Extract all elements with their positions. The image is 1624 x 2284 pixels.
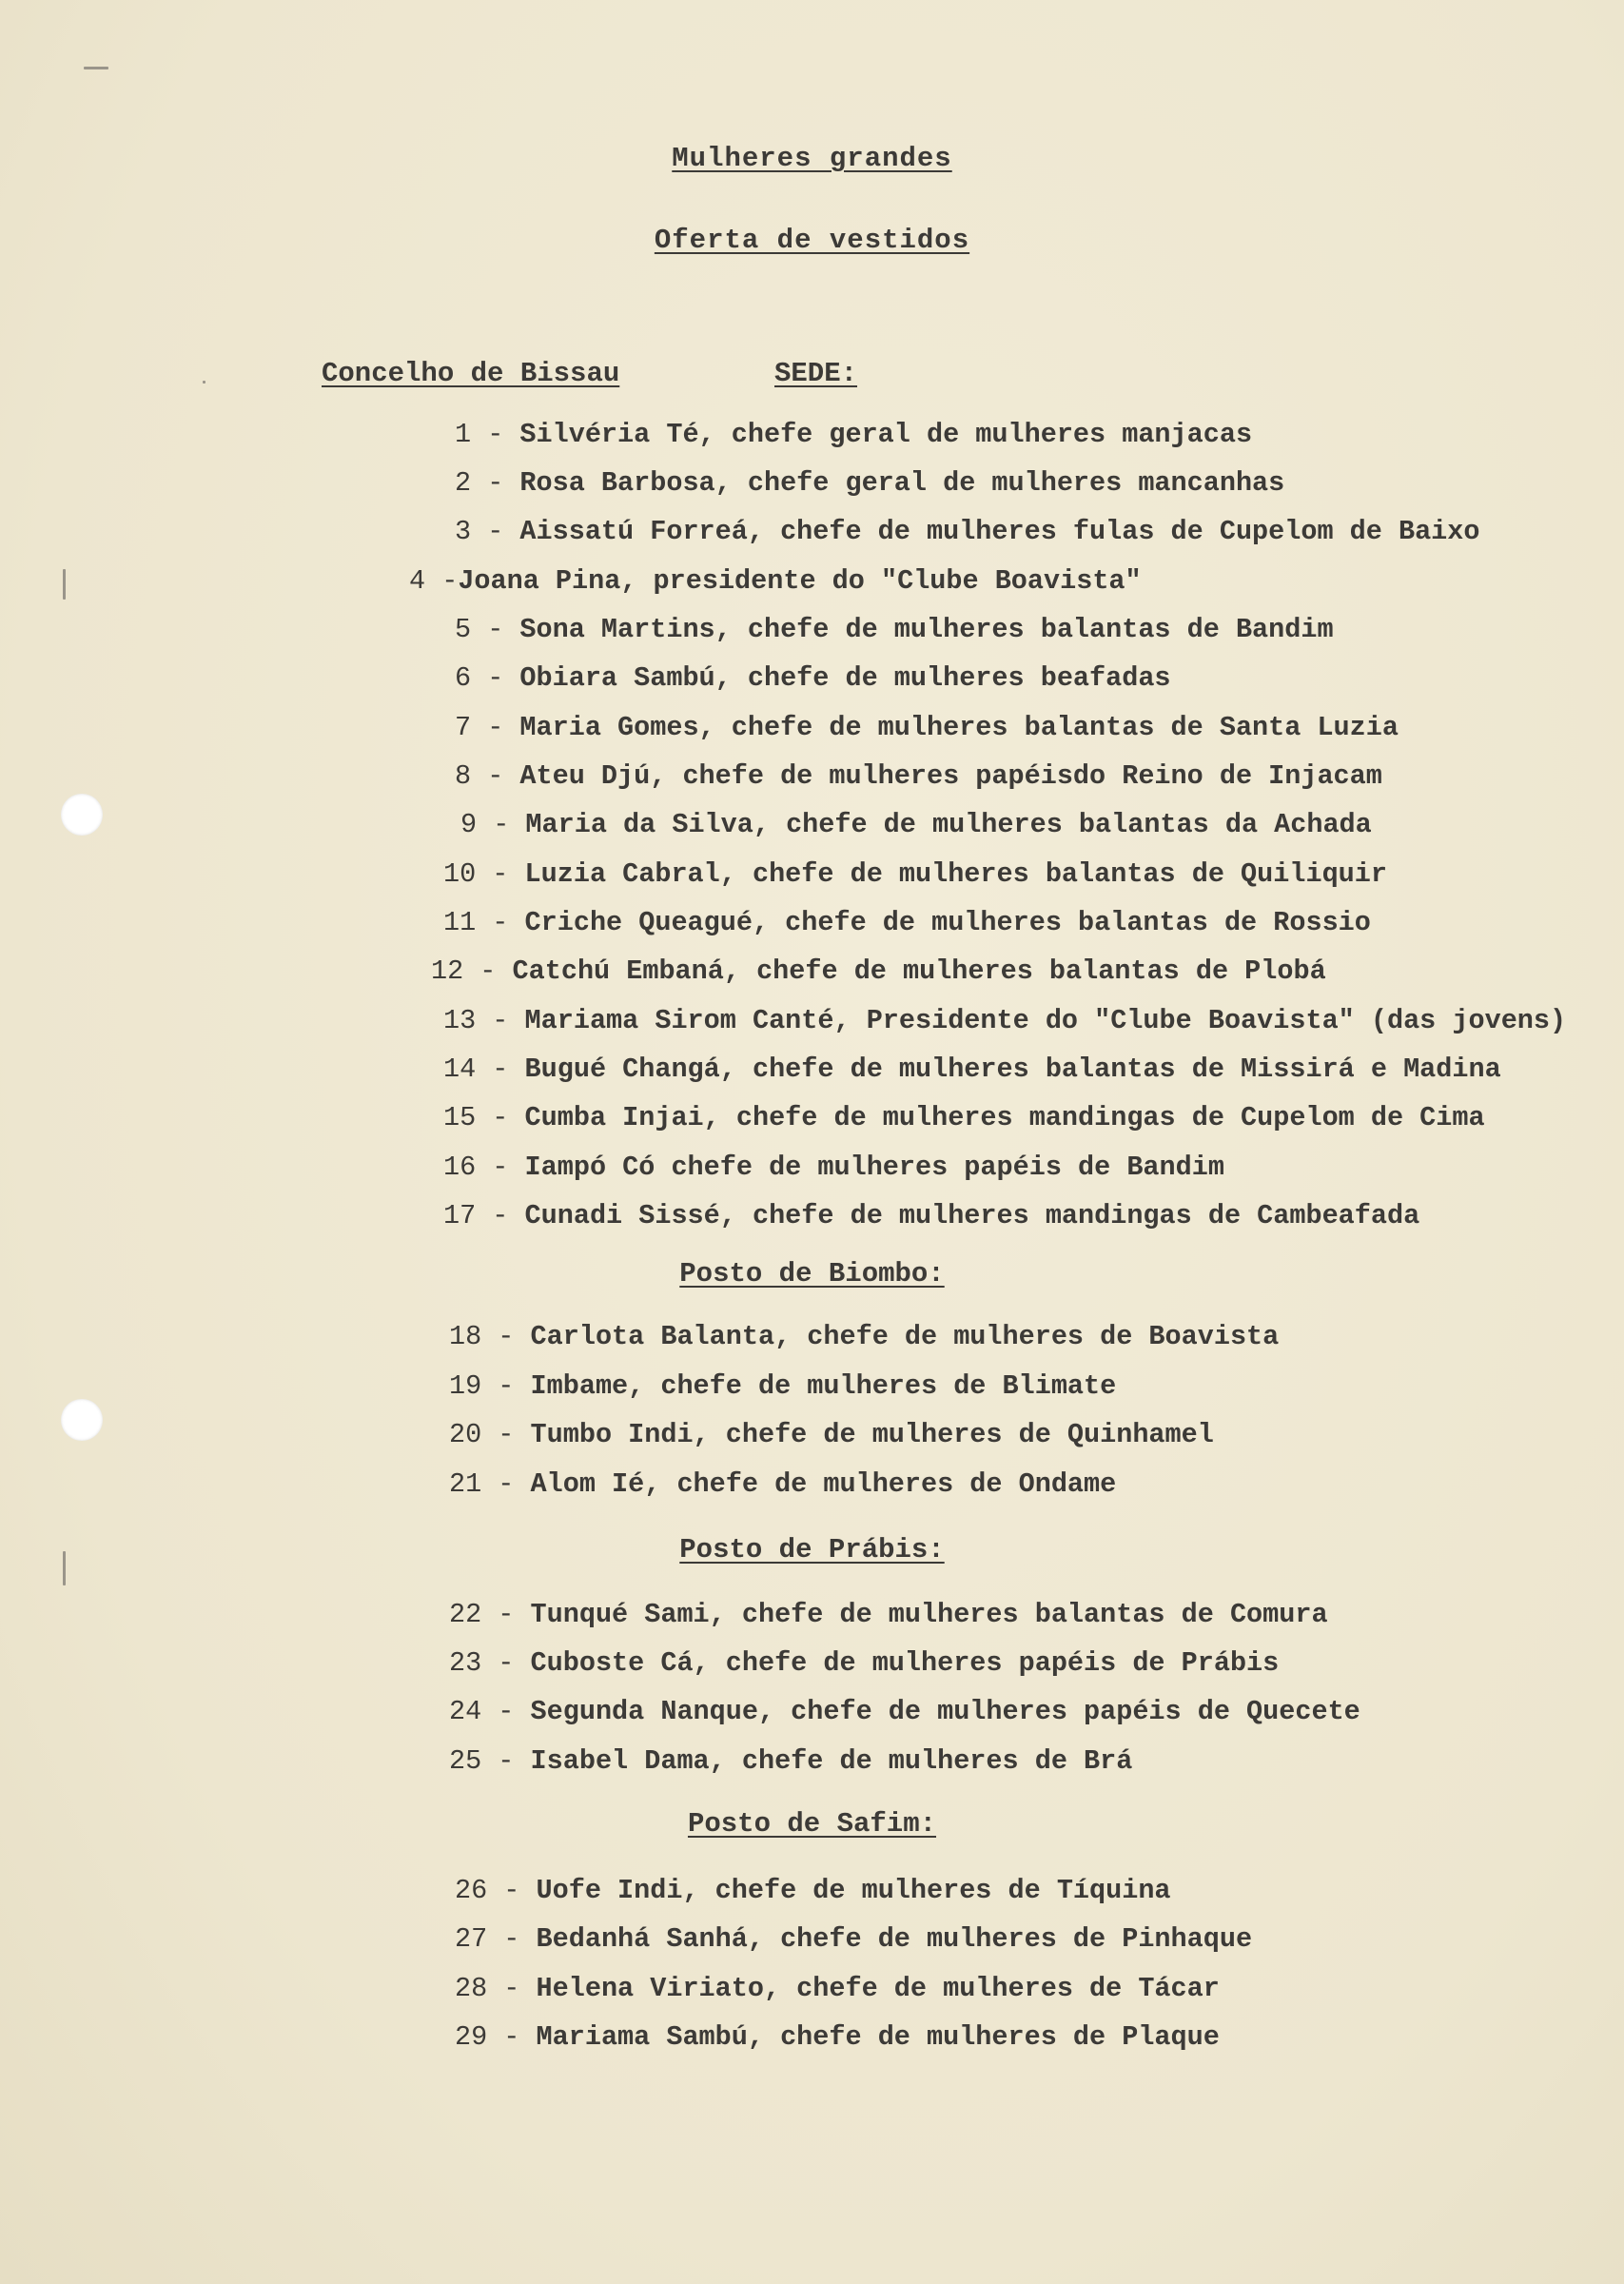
paper-mark [203,381,205,384]
entry-text: Maria da Silva, chefe de mulheres balantas da Achada [525,809,1372,840]
entry-number: 12 - [431,955,497,987]
list-entry [443,1005,1566,1036]
entry-number: 9 - [460,809,510,840]
list-entry [449,1370,1116,1402]
entry-text: Alom Ié, chefe de mulheres de Ondame [530,1468,1117,1500]
entry-text: Maria Gomes, chefe de mulheres balantas de Santa Luzia [519,712,1399,743]
entry-number: 17 - [443,1200,509,1231]
entry-number: 13 - [443,1005,509,1036]
list-entry [443,1200,1419,1231]
list-entry [449,1647,1279,1679]
list-entry [455,1875,1171,1906]
sede-heading: SEDE: [774,358,858,389]
list-entry [449,1696,1360,1727]
paper-mark [84,67,108,69]
entry-number: 3 - [455,516,504,547]
entry-number: 24 - [449,1696,515,1727]
entry-text: Helena Viriato, chefe de mulheres de Tácar [536,1973,1220,2004]
list-entry [449,1321,1279,1352]
entry-text: Tunqué Sami, chefe de mulheres balantas de Comura [530,1599,1328,1630]
list-entry [455,2021,1220,2053]
entry-text: Cunadi Sissé, chefe de mulheres mandingas de Cambeafada [524,1200,1420,1231]
list-entry [455,419,1252,450]
entry-text: Mariama Sirom Canté, Presidente do "Clube Boavista" (das jovens) [524,1005,1567,1036]
section-heading-biombo: Posto de Biombo: [679,1258,945,1290]
list-entry [455,760,1382,792]
entry-text: Iampó Có chefe de mulheres papéis de Bandim [524,1152,1224,1183]
entry-number: 10 - [443,858,509,890]
entry-number: 5 - [455,614,504,645]
entry-text: Tumbo Indi, chefe de mulheres de Quinhamel [530,1419,1214,1450]
subtitle-text: Oferta de vestidos [654,225,970,256]
list-entry [455,1923,1252,1955]
entry-text: Obiara Sambú, chefe de mulheres beafadas [519,662,1171,694]
entry-text: Luzia Cabral, chefe de mulheres balantas de Quiliquir [524,858,1387,890]
list-entry [455,1973,1220,2004]
entry-text: Mariama Sambú, chefe de mulheres de Plaque [536,2021,1220,2053]
entry-number: 15 - [443,1102,509,1133]
section-heading-safim: Posto de Safim: [687,1808,937,1840]
list-entry [431,955,1326,987]
entry-number: 27 - [455,1923,520,1955]
entry-number: 20 - [449,1419,515,1450]
list-entry [455,614,1334,645]
entry-text: Catchú Embaná, chefe de mulheres balantas de Plobá [512,955,1326,987]
entry-text: Uofe Indi, chefe de mulheres de Tíquina [536,1875,1171,1906]
list-entry [449,1419,1214,1450]
entry-number: 8 - [455,760,504,792]
punch-hole-bottom [61,1399,103,1441]
list-entry [443,1053,1501,1085]
entry-text: Carlota Balanta, chefe de mulheres de Boavista [530,1321,1280,1352]
document-subtitle [0,225,1624,256]
entry-number: 4 - [409,565,459,597]
punch-hole-top [61,794,103,836]
concelho-heading: Concelho de Bissau [322,358,620,389]
entry-text: Ateu Djú, chefe de mulheres papéisdo Reino de Injacam [519,760,1382,792]
entry-text: Silvéria Té, chefe geral de mulheres manjacas [519,419,1253,450]
entry-text: Isabel Dama, chefe de mulheres de Brá [530,1745,1133,1777]
list-entry [443,858,1387,890]
entry-text: Rosa Barbosa, chefe geral de mulheres mancanhas [519,467,1285,499]
entry-text: Cuboste Cá, chefe de mulheres papéis de Prábis [530,1647,1280,1679]
list-entry [455,712,1399,743]
entry-number: 2 - [455,467,504,499]
entry-text: Aissatú Forreá, chefe de mulheres fulas de Cupelom de Baixo [519,516,1480,547]
entry-number: 25 - [449,1745,515,1777]
list-entry [443,907,1371,938]
entry-number: 6 - [455,662,504,694]
list-entry [449,1745,1132,1777]
entry-number: 28 - [455,1973,520,2004]
list-entry [443,1102,1485,1133]
entry-text: Bugué Changá, chefe de mulheres balantas de Missirá e Madina [524,1053,1501,1085]
document-title [0,143,1624,174]
entry-number: 23 - [449,1647,515,1679]
entry-number: 1 - [455,419,504,450]
entry-text: Cumba Injai, chefe de mulheres mandingas de Cupelom de Cima [524,1102,1485,1133]
list-entry [409,565,1142,597]
entry-number: 22 - [449,1599,515,1630]
entry-number: 11 - [443,907,509,938]
entry-number: 26 - [455,1875,520,1906]
list-entry [455,662,1171,694]
paper-mark [63,569,66,600]
entry-number: 7 - [455,712,504,743]
entry-number: 18 - [449,1321,515,1352]
list-entry [460,809,1372,840]
list-entry [455,516,1480,547]
title-text: Mulheres grandes [672,143,952,174]
entry-text: Joana Pina, presidente do "Clube Boavista" [458,565,1142,597]
section-heading-prabis: Posto de Prábis: [679,1534,945,1565]
list-entry [455,467,1284,499]
entry-text: Bedanhá Sanhá, chefe de mulheres de Pinhaque [536,1923,1253,1955]
entry-number: 29 - [455,2021,520,2053]
entry-number: 16 - [443,1152,509,1183]
entry-number: 21 - [449,1468,515,1500]
entry-number: 19 - [449,1370,515,1402]
entry-text: Sona Martins, chefe de mulheres balantas de Bandim [519,614,1334,645]
list-entry [449,1468,1116,1500]
entry-text: Criche Queagué, chefe de mulheres balantas de Rossio [524,907,1371,938]
list-entry [449,1599,1328,1630]
entry-number: 14 - [443,1053,509,1085]
list-entry [443,1152,1224,1183]
entry-text: Segunda Nanque, chefe de mulheres papéis de Quecete [530,1696,1360,1727]
entry-text: Imbame, chefe de mulheres de Blimate [530,1370,1117,1402]
